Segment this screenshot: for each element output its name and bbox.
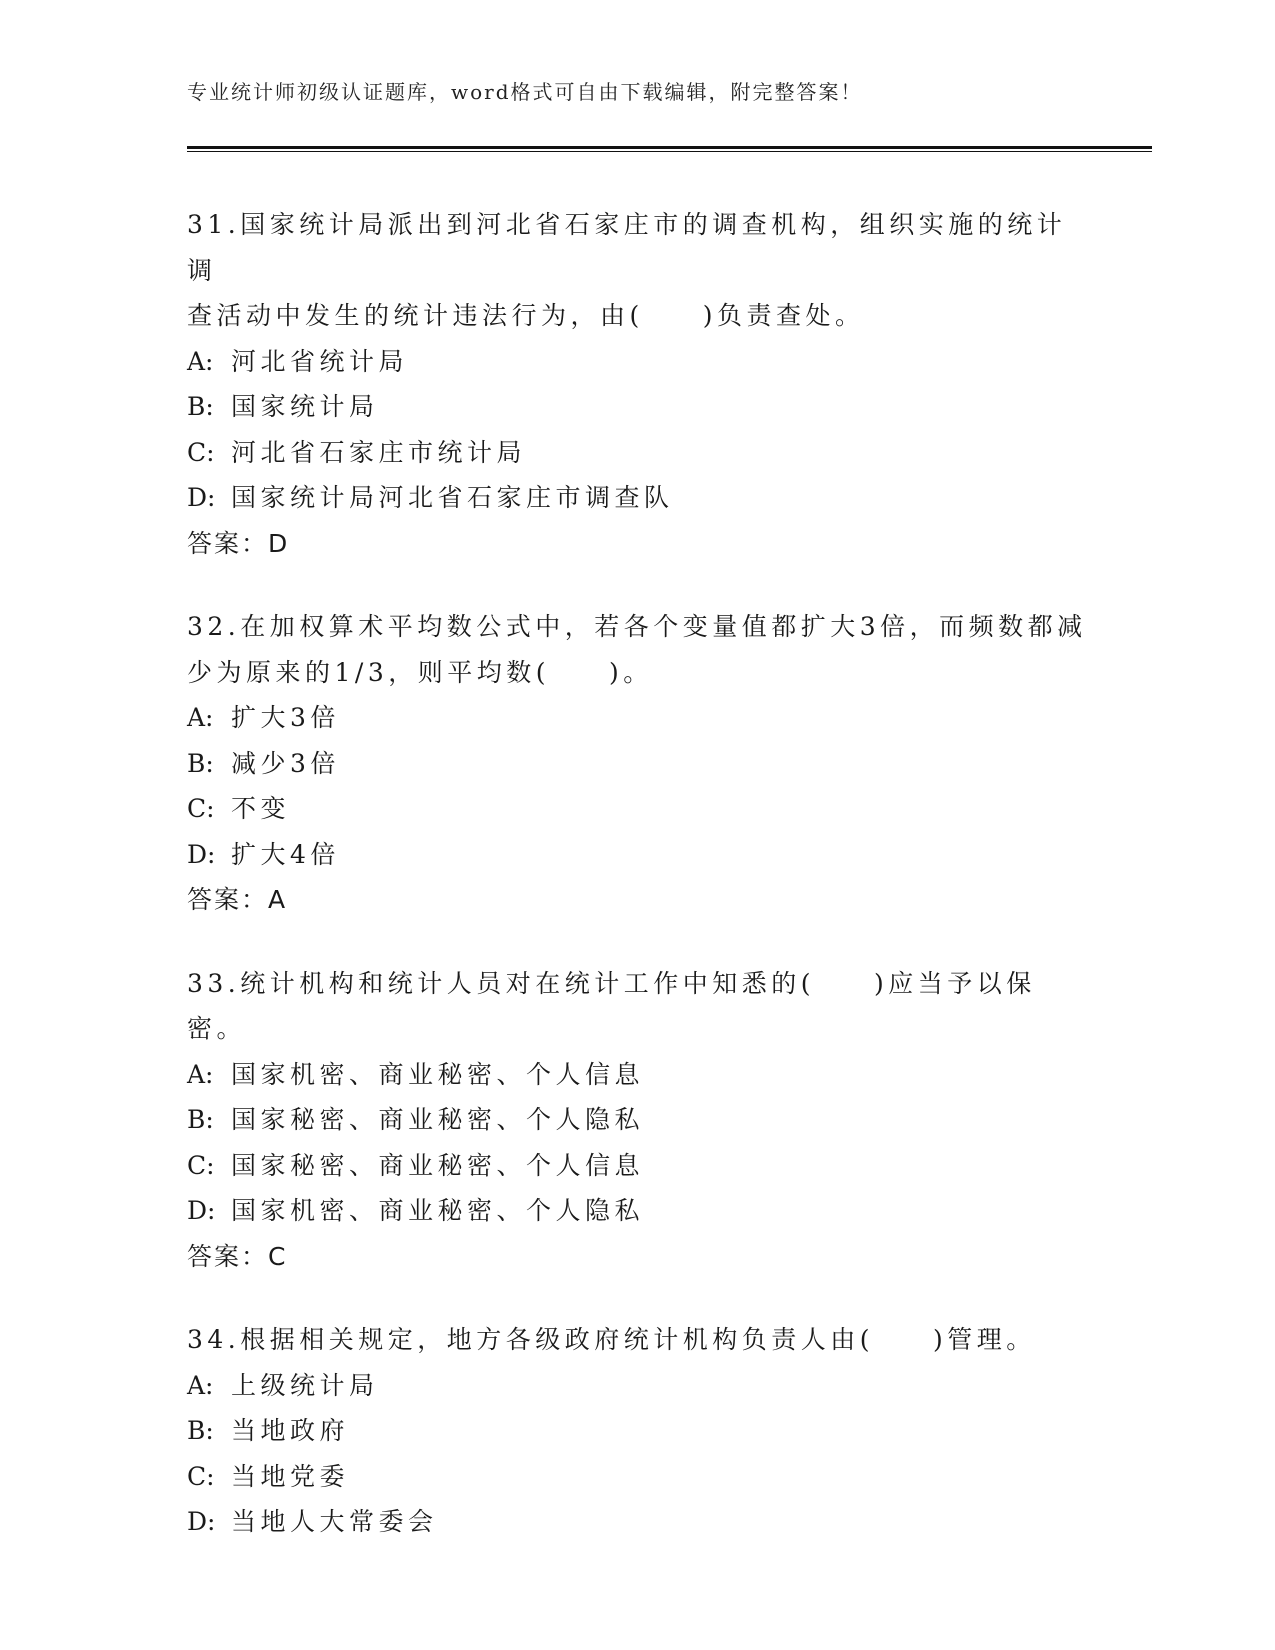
option-a — [187, 339, 1087, 385]
option-c — [187, 786, 1087, 832]
answer-line: 答案：C — [187, 1241, 288, 1271]
option-letter: B: — [187, 1416, 214, 1445]
question-stem-line: 查活动中发生的统计违法行为，由( )负责查处。 — [187, 301, 865, 330]
option-d — [187, 475, 1087, 521]
option-text: 当地人大常委会 — [231, 1507, 438, 1536]
option-letter: D: — [187, 1507, 216, 1536]
header-divider-thick — [187, 146, 1152, 149]
option-letter: D: — [187, 1196, 216, 1225]
option-text: 河北省石家庄市统计局 — [231, 437, 527, 467]
option-text: 减少3倍 — [231, 748, 340, 778]
header-divider-thin — [187, 151, 1152, 152]
option-text: 国家统计局 — [231, 392, 379, 421]
question-34 — [187, 1317, 1087, 1545]
option-letter: C: — [187, 794, 215, 823]
option-letter: B: — [187, 748, 214, 778]
option-letter: D: — [187, 839, 216, 869]
option-text: 国家统计局河北省石家庄市调查队 — [231, 483, 674, 512]
option-text: 当地政府 — [231, 1416, 350, 1445]
question-stem-line: 31.国家统计局派出到河北省石家庄市的调查机构，组织实施的统计调 — [187, 210, 1067, 285]
option-letter: C: — [187, 437, 215, 467]
question-stem-line: 少为原来的1/3，则平均数( )。 — [187, 657, 653, 687]
option-c — [187, 430, 1087, 476]
option-letter: B: — [187, 1105, 214, 1134]
option-letter: A: — [187, 346, 214, 376]
option-text: 当地党委 — [231, 1461, 350, 1491]
option-a — [187, 1052, 1087, 1098]
option-b — [187, 1408, 1087, 1454]
option-a — [187, 695, 1087, 741]
option-letter: A: — [187, 703, 214, 732]
option-c — [187, 1143, 1087, 1189]
option-letter: C: — [187, 1150, 215, 1180]
question-33 — [187, 961, 1087, 1280]
option-d — [187, 832, 1087, 878]
option-b — [187, 741, 1087, 787]
page-header: 专业统计师初级认证题库，word格式可自由下载编辑，附完整答案！ — [187, 80, 863, 104]
option-text: 国家秘密、商业秘密、个人隐私 — [231, 1105, 645, 1134]
question-stem-line: 32.在加权算术平均数公式中，若各个变量值都扩大3倍，而频数都减 — [187, 612, 1087, 641]
question-stem-line: 34.根据相关规定，地方各级政府统计机构负责人由( )管理。 — [187, 1325, 1036, 1354]
option-letter: A: — [187, 1370, 214, 1400]
option-c — [187, 1454, 1087, 1500]
question-31 — [187, 202, 1087, 566]
question-list — [187, 202, 1087, 1583]
option-a — [187, 1363, 1087, 1409]
option-b — [187, 384, 1087, 430]
option-text: 扩大4倍 — [231, 839, 340, 869]
option-text: 国家机密、商业秘密、个人信息 — [231, 1059, 645, 1089]
option-text: 不变 — [231, 794, 291, 823]
option-d — [187, 1188, 1087, 1234]
option-text: 国家机密、商业秘密、个人隐私 — [231, 1196, 645, 1225]
option-d — [187, 1499, 1087, 1545]
option-letter: D: — [187, 483, 216, 512]
option-text: 扩大3倍 — [231, 703, 340, 732]
option-letter: B: — [187, 392, 214, 421]
answer-line: 答案：A — [187, 885, 288, 914]
option-text: 河北省统计局 — [231, 346, 409, 376]
answer-line: 答案：D — [187, 528, 290, 558]
question-32 — [187, 604, 1087, 923]
question-stem-line: 33.统计机构和统计人员对在统计工作中知悉的( )应当予以保密。 — [187, 968, 1036, 1043]
option-letter: C: — [187, 1461, 215, 1491]
option-text: 国家秘密、商业秘密、个人信息 — [231, 1150, 645, 1180]
option-text: 上级统计局 — [231, 1370, 379, 1400]
option-b — [187, 1097, 1087, 1143]
option-letter: A: — [187, 1059, 214, 1089]
